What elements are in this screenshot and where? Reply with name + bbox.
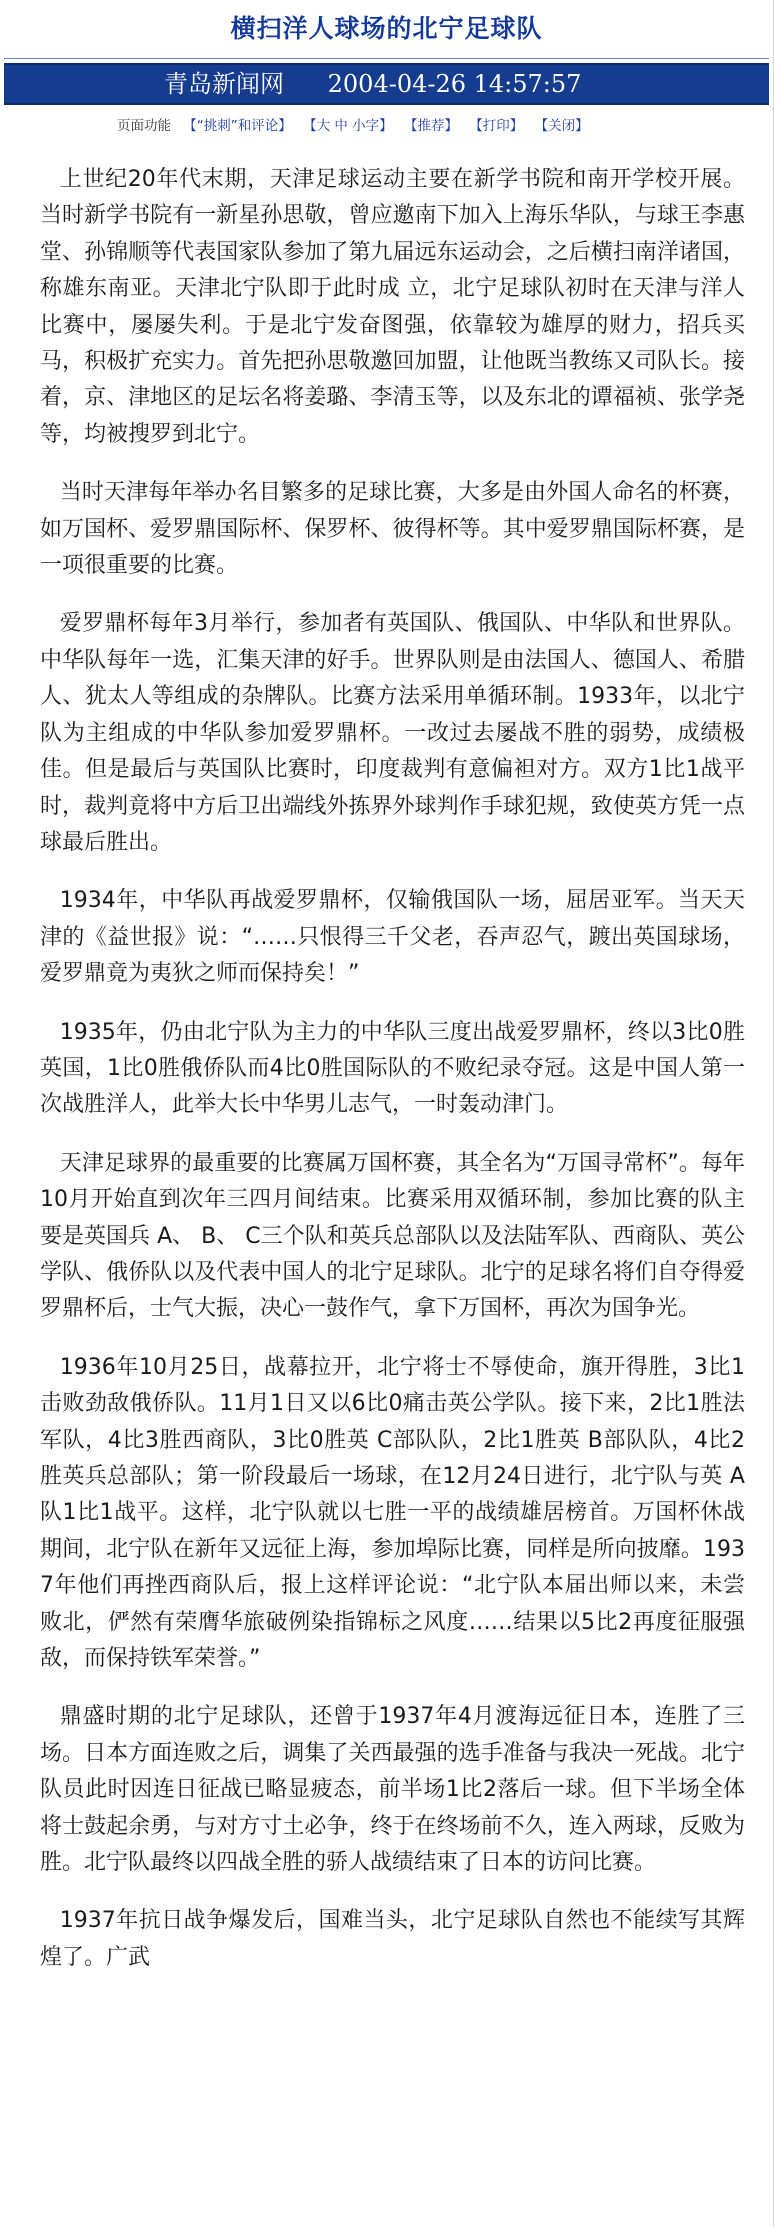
article-paragraph: 1937年抗日战争爆发后，国难当头，北宁足球队自然也不能续写其辉煌了。广武: [40, 1908, 745, 1970]
article-paragraph: 1936年10月25日，战幕拉开，北宁将士不辱使命，旗开得胜，3比1击败劲敌俄侨队。11月1日又以6比0痛击英公学队。接下来，2比1胜法军队，4比3胜西商队，3比0胜英 C部队队，2比1胜英 B部队队，4比2胜英兵总部队；第一阶段最后一场球，在12月24日进行，北宁队与英 A队1比1战平。这样，北宁队就以七胜一平的战绩雄居榜首。万国杯休战期间，北宁队在新年又远征上海，参加埠际比赛，同样是所向披靡。1937年他们再挫西商队后，报上这样评论说：“北宁队本届出师以来，未尝败北，俨然有荣膺华旅破例染指锦标之风度……结果以5比2再度征服强敌，而保持铁军荣誉。”: [40, 1354, 745, 1672]
print-link[interactable]: 【打印】: [469, 118, 524, 134]
article-paragraph: 爱罗鼎杯每年3月举行，参加者有英国队、俄国队、中华队和世界队。中华队每年一选，汇集天津的好手。世界队则是由法国人、德国人、希腊人、犹太人等组成的杂牌队。比赛方法采用单循环制。1933年，以北宁队为主组成的中华队参加爱罗鼎杯。一改过去屡战不胜的弱势，成绩极佳。但是最后与英国队比赛时，印度裁判有意偏袒对方。双方1比1战平时，裁判竟将中方后卫出端线外拣界外球判作手球犯规，致使英方凭一点球最后胜出。: [40, 611, 745, 855]
source-date-bar: [4, 63, 769, 105]
article-paragraph: 鼎盛时期的北宁足球队，还曾于1937年4月渡海远征日本，连胜了三场。日本方面连败之后，调集了关西最强的选手准备与我决一死战。北宁队员此时因连日征战已略显疲态，前半场1比2落后一球。但下半场全体将士鼓起余勇，与对方寸土必争，终于在终场前不久，连入两球，反败为胜。北宁队最终以四战全胜的骄人战绩结束了日本的访问比赛。: [40, 1704, 745, 1876]
article-paragraph: 上世纪20年代末期，天津足球运动主要在新学书院和南开学校开展。当时新学书院有一新星孙思敬，曾应邀南下加入上海乐华队，与球王李惠堂、孙锦顺等代表国家队参加了第九届远东运动会，之后横扫南洋诸国，称雄东南亚。天津北宁队即于此时成 立，北宁足球队初时在天津与洋人比赛中，屡屡失利。于是北宁发奋图强，依靠较为雄厚的财力，招兵买马，积极扩充实力。首先把孙思敬邀回加盟，让他既当教练又司队长。接着，京、津地区的足坛名将姜璐、李清玉等，以及东北的谭福祯、张学尧等，均被搜罗到北宁。: [40, 167, 745, 447]
page-functions-label: 页面功能: [117, 118, 171, 134]
comment-link[interactable]: 【“挑刺”和评论】: [183, 118, 292, 134]
news-source: 青岛新闻网: [164, 70, 284, 98]
article-title: 横扫洋人球场的北宁足球队: [230, 14, 543, 43]
close-link[interactable]: 【关闭】: [534, 118, 589, 134]
title-divider: [4, 58, 769, 59]
page-functions-bar: [0, 114, 773, 138]
article-paragraph: 当时天津每年举办名目繁多的足球比赛，大多是由外国人命名的杯赛，如万国杯、爱罗鼎国际杯、保罗杯、彼得杯等。其中爱罗鼎国际杯赛，是一项很重要的比赛。: [40, 480, 745, 579]
recommend-link[interactable]: 【推荐】: [403, 118, 458, 134]
article-paragraph: 天津足球界的最重要的比赛属万国杯赛，其全名为“万国寻常杯”。每年10月开始直到次年三四月间结束。比赛采用双循环制，参加比赛的队主要是英国兵 A、 B、 C三个队和英兵总部队以及法陆军队、西商队、英公学队、俄侨队以及代表中国人的北宁足球队。北宁的足球名将们自夺得爱罗鼎杯后，士气大振，决心一鼓作气，拿下万国杯，再次为国争光。: [40, 1150, 745, 1322]
article-paragraph: 1935年，仍由北宁队为主力的中华队三度出战爱罗鼎杯，终以3比0胜英国，1比0胜俄侨队而4比0胜国际队的不败纪录夺冠。这是中国人第一次战胜洋人，此举大长中华男儿志气，一时轰动津门。: [40, 1019, 745, 1118]
font-size-link[interactable]: 【大 中 小字】: [303, 118, 393, 134]
article-paragraph: 1934年，中华队再战爱罗鼎杯，仅输俄国队一场，屈居亚军。当天天津的《益世报》说：“……只恨得三千父老，吞声忍气，踱出英国球场，爱罗鼎竟为夷狄之师而保持矣！”: [40, 888, 745, 987]
publish-datetime: 2004-04-26 14:57:57: [327, 70, 582, 98]
article-body: [0, 138, 773, 1976]
